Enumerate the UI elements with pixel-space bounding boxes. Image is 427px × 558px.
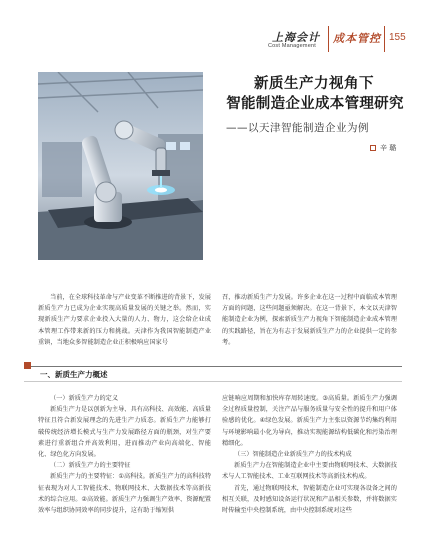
subheading: （三）智能制造企业新质生产力的技术构成 (234, 451, 352, 459)
article-title-line1: 新质生产力视角下 (254, 76, 374, 92)
body-left-column (38, 393, 211, 516)
header-divider (328, 26, 329, 52)
robot-arm-photo (38, 72, 203, 260)
journal-brand: 上海会计 (272, 31, 320, 44)
section-rule-top (24, 366, 402, 367)
intro-paragraph-1: 当前，在全球科技革命与产业变革不断推进的背景下，发展新质生产力已成为企业实现高质量发展的关键之举。然而，实现新质生产力要求企业投入大量的人力、物力，这会给企业成本管理工作带来新的压力和挑战。天津作为我国智能制造产业重镇，当地众多智能制造企业正积极响应国家号 (38, 294, 211, 346)
paragraph: 新质生产力是以创新为主导、具有高科技、高效能、高质量特征且符合新发展理念的先进生产力质态。新质生产力能够打破传统经济增长模式与生产力发展路径方面的瓶颈，对生产要素进行重新组合并高效利用，进而推动产业向高端化、智能化、绿色化方向发展。 (38, 406, 211, 459)
author-marker-icon (370, 145, 376, 151)
article-subtitle: ——以天津智能制造企业为例 (226, 122, 369, 134)
subheading: （一）新质生产力的定义 (50, 395, 119, 402)
subheading: （二）新质生产力的主要特征 (50, 462, 131, 470)
column-name: 成本管控 (333, 32, 381, 45)
robot-arm-illustration (38, 72, 203, 260)
body-right-column (222, 393, 397, 516)
section-marker-icon (24, 362, 31, 369)
paragraph: 首先，通过物联网技术，智能制造企业可实现各设备之间的相互关联，及时感知设备运行状况和产品相关参数，并将数据实时传输至中央控制系统，由中央控制系统对这些 (222, 484, 397, 515)
intro-left-column (38, 292, 211, 348)
article-title-line2: 智能制造企业成本管理研究 (226, 96, 404, 112)
author-byline (370, 143, 396, 153)
header-divider-2 (384, 26, 385, 52)
paragraph: 新质生产力的主要特征：①高科技。新质生产力的高科技特征表现为对人工智能技术、物联网技术、大数据技术等高新技术的综合应用。②高效能。新质生产力强调生产效率、资源配置效率与组织协同效率的同步提升，这有助于缩短供 (38, 473, 211, 515)
page-number: 155 (389, 32, 406, 43)
section-heading: 一、新质生产力概述 (40, 370, 108, 379)
journal-subtitle: Cost Management (268, 43, 316, 49)
section-rule-bottom (24, 381, 402, 382)
intro-paragraph-2: 召，推动新质生产力发展。许多企业在这一过程中面临成本管理方面的问题，这些问题亟须解决。在这一背景下，本文以天津智能制造企业为例，探索新质生产力视角下智能制造企业成本管理的实践路径，旨在为有志于发展新质生产力的企业提供一定的参考。 (222, 294, 397, 346)
paragraph: 新质生产力在智能制造企业中主要由物联网技术、大数据技术与人工智能技术、工业互联网技术等高新技术构成。 (222, 462, 397, 481)
paragraph: 应链响应周期和加快库存周转速度。③高质量。新质生产力强调全过程质量控制，关注产品与服务质量与安全性的提升和用户体验感的优化。④绿色发展。新质生产力主张以资源节约集约利用与环境影响最小化为导向，推动实现能源结构低碳化和污染治理精细化。 (222, 395, 397, 447)
author-name: 辛 璐 (380, 144, 397, 152)
intro-right-column (222, 292, 397, 348)
